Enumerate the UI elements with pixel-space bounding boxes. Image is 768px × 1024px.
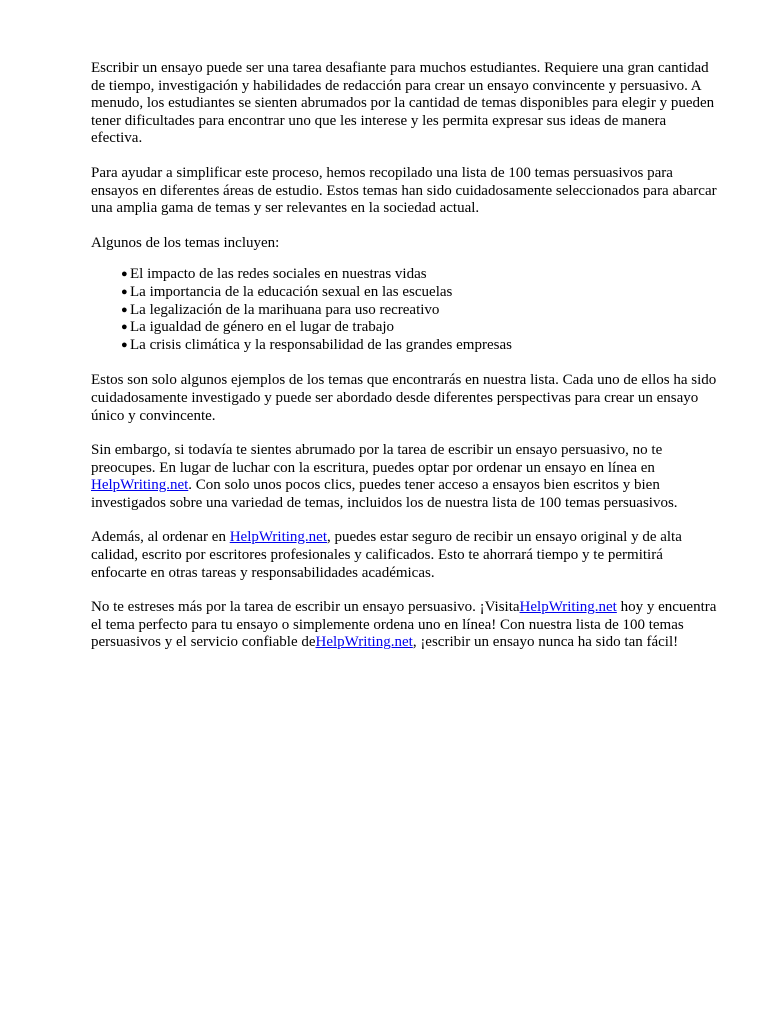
closing-text-before: No te estreses más por la tarea de escribir un ensayo persuasivo. ¡Visita (91, 599, 520, 616)
bullet-icon: ● (121, 268, 128, 281)
list-item-text: La igualdad de género en el lugar de trabajo (130, 319, 395, 336)
list-item-text: La legalización de la marihuana para uso recreativo (130, 301, 440, 318)
helpwriting-link[interactable]: HelpWriting.net (315, 634, 413, 651)
topics-list (91, 266, 717, 354)
order-text-before: Sin embargo, si todavía te sientes abrumado por la tarea de escribir un ensayo persuasivo, no te preocupes. En lugar de luchar con la escritura, puedes optar por ordenar un ensayo en línea en (91, 442, 663, 476)
list-item (121, 284, 717, 302)
list-item (121, 302, 717, 320)
closing-text-middle: hoy y encuentra el tema perfecto para tu ensayo o simplemente ordena uno en línea! Con nuestra lista de 100 temas persuasivos y el servicio confiable de (91, 599, 717, 651)
bullet-icon: ● (121, 303, 128, 316)
order-text-after: . Con solo unos pocos clics, puedes tener acceso a ensayos bien escritos y bien investigados sobre una variedad de temas, incluidos los de nuestra lista de 100 temas persuasivos. (91, 477, 678, 511)
list-item (121, 337, 717, 355)
list-item-text: El impacto de las redes sociales en nuestras vidas (130, 266, 427, 283)
closing-paragraph (91, 599, 717, 652)
helpwriting-link[interactable]: HelpWriting.net (519, 599, 617, 616)
bullet-icon: ● (121, 285, 128, 298)
examples-paragraph: Estos son solo algunos ejemplos de los temas que encontrarás en nuestra lista. Cada uno de ellos ha sido cuidadosamente investigado y puede ser abordado desde diferentes perspectivas para crear un ensayo único y convincente. (91, 372, 717, 424)
list-item (121, 319, 717, 337)
intro-paragraph: Escribir un ensayo puede ser una tarea desafiante para muchos estudiantes. Requiere una gran cantidad de tiempo, investigación y habilidades de redacción para crear un ensayo convincente y persuasivo. A menudo, los estudiantes se sienten abrumados por la cantidad de temas disponibles para elegir y pueden tener dificultades para encontrar uno que les interese y les permita expresar sus ideas de manera efectiva. (91, 60, 715, 147)
closing-text-after: , ¡escribir un ensayo nunca ha sido tan fácil! (412, 634, 679, 651)
helpwriting-link[interactable]: HelpWriting.net (229, 529, 327, 546)
purpose-paragraph: Para ayudar a simplificar este proceso, hemos recopilado una lista de 100 temas persuasivos para ensayos en diferentes áreas de estudio. Estos temas han sido cuidadosamente seleccionados para abarcar una amplia gama de temas y ser relevantes en la sociedad actual. (91, 164, 717, 217)
quality-text-before: Además, al ordenar en (91, 529, 230, 546)
list-item-text: La crisis climática y la responsabilidad de las grandes empresas (130, 336, 512, 353)
helpwriting-link[interactable]: HelpWriting.net (91, 477, 189, 494)
list-item-text: La importancia de la educación sexual en las escuelas (130, 283, 453, 300)
topics-intro-paragraph: Algunos de los temas incluyen: (91, 234, 280, 251)
quality-text-after: , puedes estar seguro de recibir un ensayo original y de alta calidad, escrito por escritores profesionales y calificados. Esto te ahorrará tiempo y te permitirá enfocarte en otras tareas y responsabilidades académicas. (91, 529, 682, 581)
document-page (91, 60, 717, 669)
order-paragraph (91, 442, 717, 512)
bullet-icon: ● (121, 321, 128, 334)
list-item (121, 266, 717, 284)
quality-paragraph (91, 529, 717, 582)
bullet-icon: ● (121, 338, 128, 351)
